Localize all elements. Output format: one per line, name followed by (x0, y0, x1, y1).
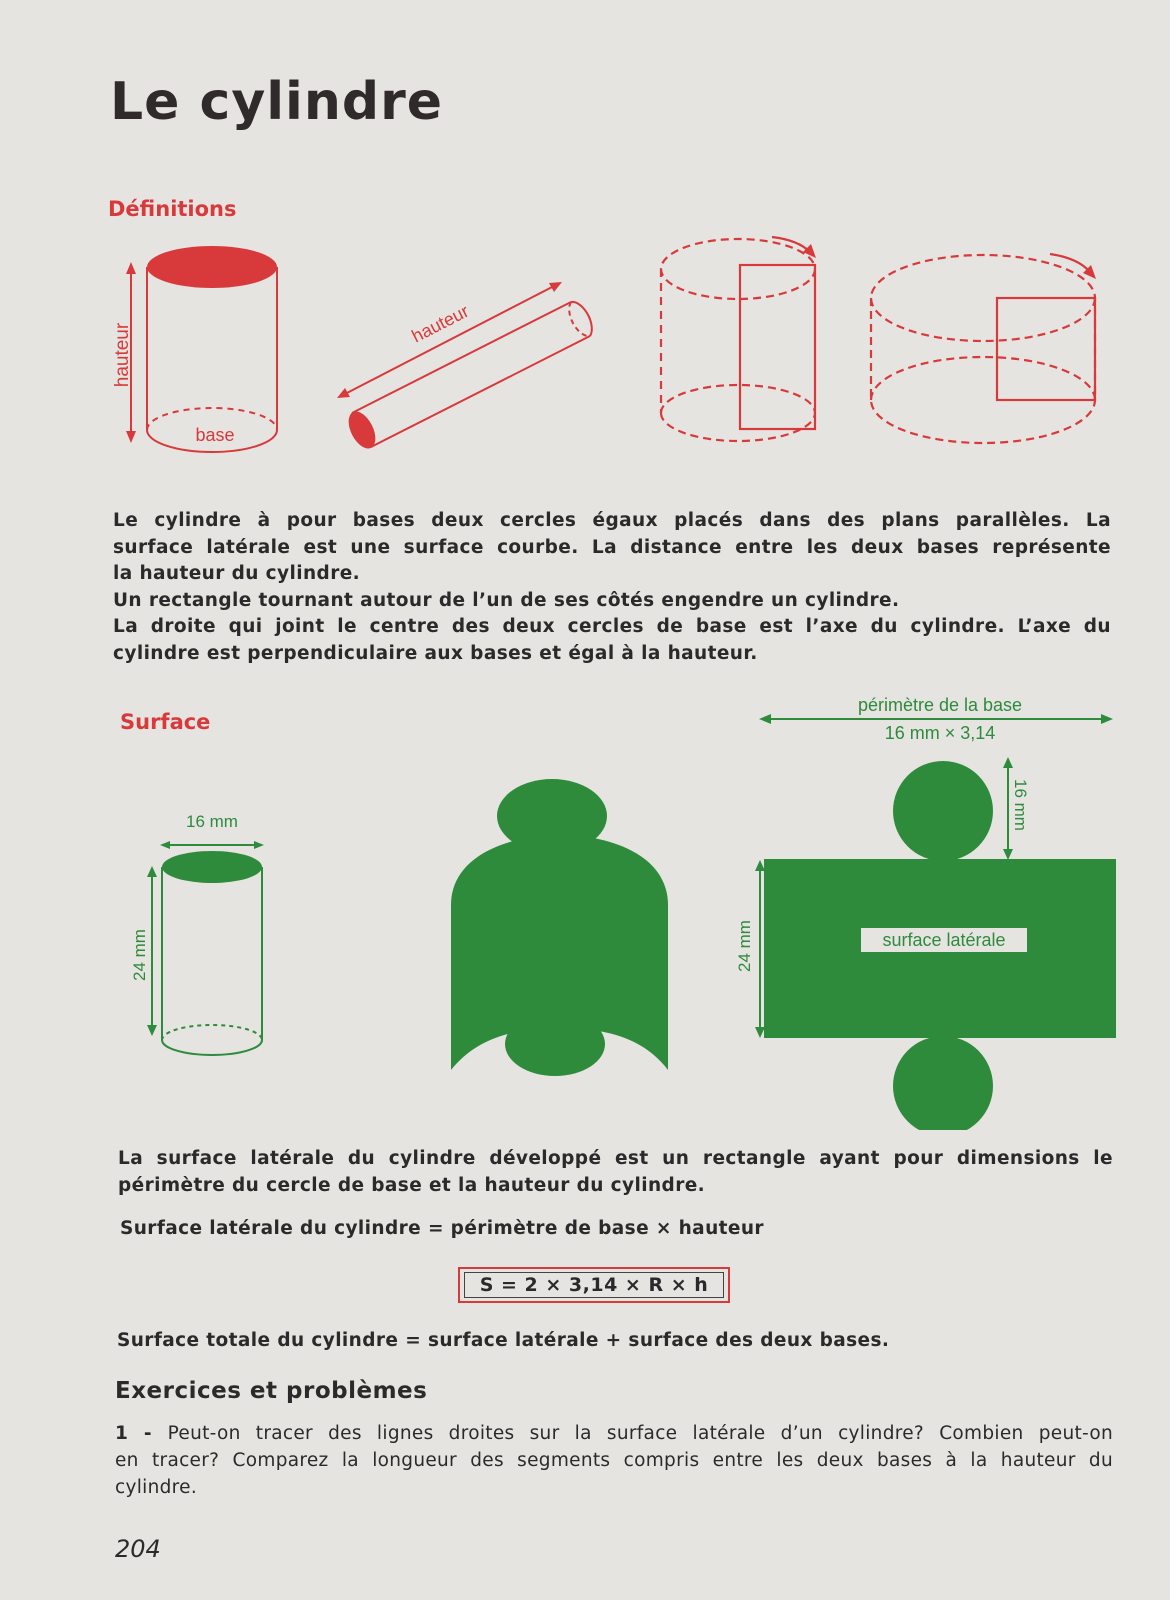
filled-top-base (147, 246, 277, 288)
unrolling-cylinder-figure (451, 779, 668, 1076)
green-filled-top (162, 851, 262, 883)
exercise-item (115, 1420, 1113, 1501)
circle-diameter-label: 16 mm (1011, 779, 1030, 831)
net-height-arrow-top (755, 860, 765, 871)
boxed-formula (458, 1267, 730, 1303)
cylinder-net-figure (755, 714, 1116, 1130)
surface-paragraph (118, 1146, 1113, 1199)
definitions-line: la hauteur du cylindre. (113, 563, 361, 584)
height-green-arrow-top (147, 866, 157, 877)
top-dashed-ellipse (661, 239, 815, 299)
net-bottom-circle (893, 1036, 993, 1130)
slanted-cylinder-figure (337, 282, 592, 453)
exercise-line: Peut-on tracer des lignes droites sur la surface latérale d’un cylindre? Combien peut-on (167, 1423, 1113, 1444)
circle-diameter-arrow-bottom (1003, 849, 1013, 860)
far-end-hidden-arc (569, 302, 590, 336)
net-height-label: 24 mm (735, 920, 754, 972)
wide-body-dashed (871, 298, 1095, 443)
perimeter-formula-label: 16 mm × 3,14 (884, 723, 996, 743)
total-formula: Surface totale du cylindre = surface latérale + surface des deux bases. (117, 1330, 890, 1351)
wide-cylinder-figure (871, 254, 1096, 443)
boxed-formula-text: S = 2 × 3,14 × R × h (464, 1272, 724, 1298)
rotation-arrow (772, 237, 810, 252)
green-cylinder-figure (147, 841, 264, 1055)
definitions-heading: Définitions (108, 197, 237, 221)
far-end-front-arc (571, 302, 592, 336)
hauteur-vertical-label: hauteur (112, 322, 133, 388)
lateral-surface-label: surface latérale (882, 930, 1006, 950)
green-bottom-front (162, 1040, 262, 1055)
definitions-line: Le cylindre à pour bases deux cercles égaux placés dans des plans parallèles. La (113, 510, 1111, 531)
green-bottom-back (162, 1025, 262, 1040)
net-height-arrow-bottom (755, 1027, 765, 1038)
wide-bottom-back (871, 357, 1095, 400)
height-arrow-head-bottom (126, 431, 136, 443)
surface-heading: Surface (120, 710, 211, 734)
perimeter-arrow-right (1101, 714, 1113, 724)
net-top-circle (893, 761, 993, 861)
perimeter-label: périmètre de la base (857, 695, 1023, 715)
height-arrow-head-top (126, 262, 136, 274)
rotation-arrow-head (803, 244, 816, 258)
slanted-side-bottom (371, 336, 590, 447)
exercises-heading: Exercices et problèmes (115, 1378, 428, 1404)
surface-figures (0, 690, 1170, 1130)
rotating-rectangle-figure (661, 237, 816, 441)
definitions-figures (0, 215, 1170, 490)
bottom-dashed-front (661, 413, 815, 441)
page-number: 204 (115, 1535, 161, 1563)
slanted-height-arrow (343, 285, 556, 395)
definitions-line: Un rectangle tournant autour de l’un de ses côtés engendre un cylindre. (113, 589, 900, 611)
upright-cylinder-figure (112, 246, 277, 452)
exercise-line: cylindre. (115, 1477, 198, 1498)
definitions-line: La droite qui joint le centre des deux cercles de base est l’axe du cylindre. L’axe du (113, 616, 1111, 637)
definitions-line: surface latérale est une surface courbe. La distance entre les deux bases représente (113, 536, 1111, 558)
rotating-rectangle (740, 265, 815, 429)
height-green-arrow-bottom (147, 1025, 157, 1036)
surface-line: périmètre du cercle de base et la hauteur du cylindre. (118, 1174, 706, 1196)
circle-diameter-arrow-top (1003, 757, 1013, 768)
hauteur-slanted-label: hauteur (408, 300, 473, 347)
page-title: Le cylindre (110, 72, 444, 132)
perimeter-arrow-left (759, 714, 771, 724)
lateral-formula: Surface latérale du cylindre = périmètre de base × hauteur (120, 1218, 764, 1239)
surface-line: La surface latérale du cylindre développé est un rectangle ayant pour dimensions le (118, 1148, 1113, 1169)
wide-rotation-arrow (1050, 254, 1090, 272)
definitions-paragraph (113, 508, 1111, 667)
height-label: 24 mm (130, 929, 149, 981)
diameter-arrow-right (254, 841, 264, 849)
unroll-bottom-base (505, 1012, 605, 1076)
rotating-square (997, 298, 1095, 400)
diameter-label: 16 mm (186, 812, 238, 831)
definitions-line: cylindre est perpendiculaire aux bases et égal à la hauteur. (113, 642, 758, 664)
bottom-dashed-back (661, 385, 815, 413)
diameter-arrow-left (160, 841, 170, 849)
base-label: base (195, 425, 235, 445)
exercise-line: en tracer? Comparez la longueur des segments compris entre les deux bases à la hauteur du (115, 1450, 1113, 1471)
exercise-number: 1 - (115, 1423, 168, 1444)
